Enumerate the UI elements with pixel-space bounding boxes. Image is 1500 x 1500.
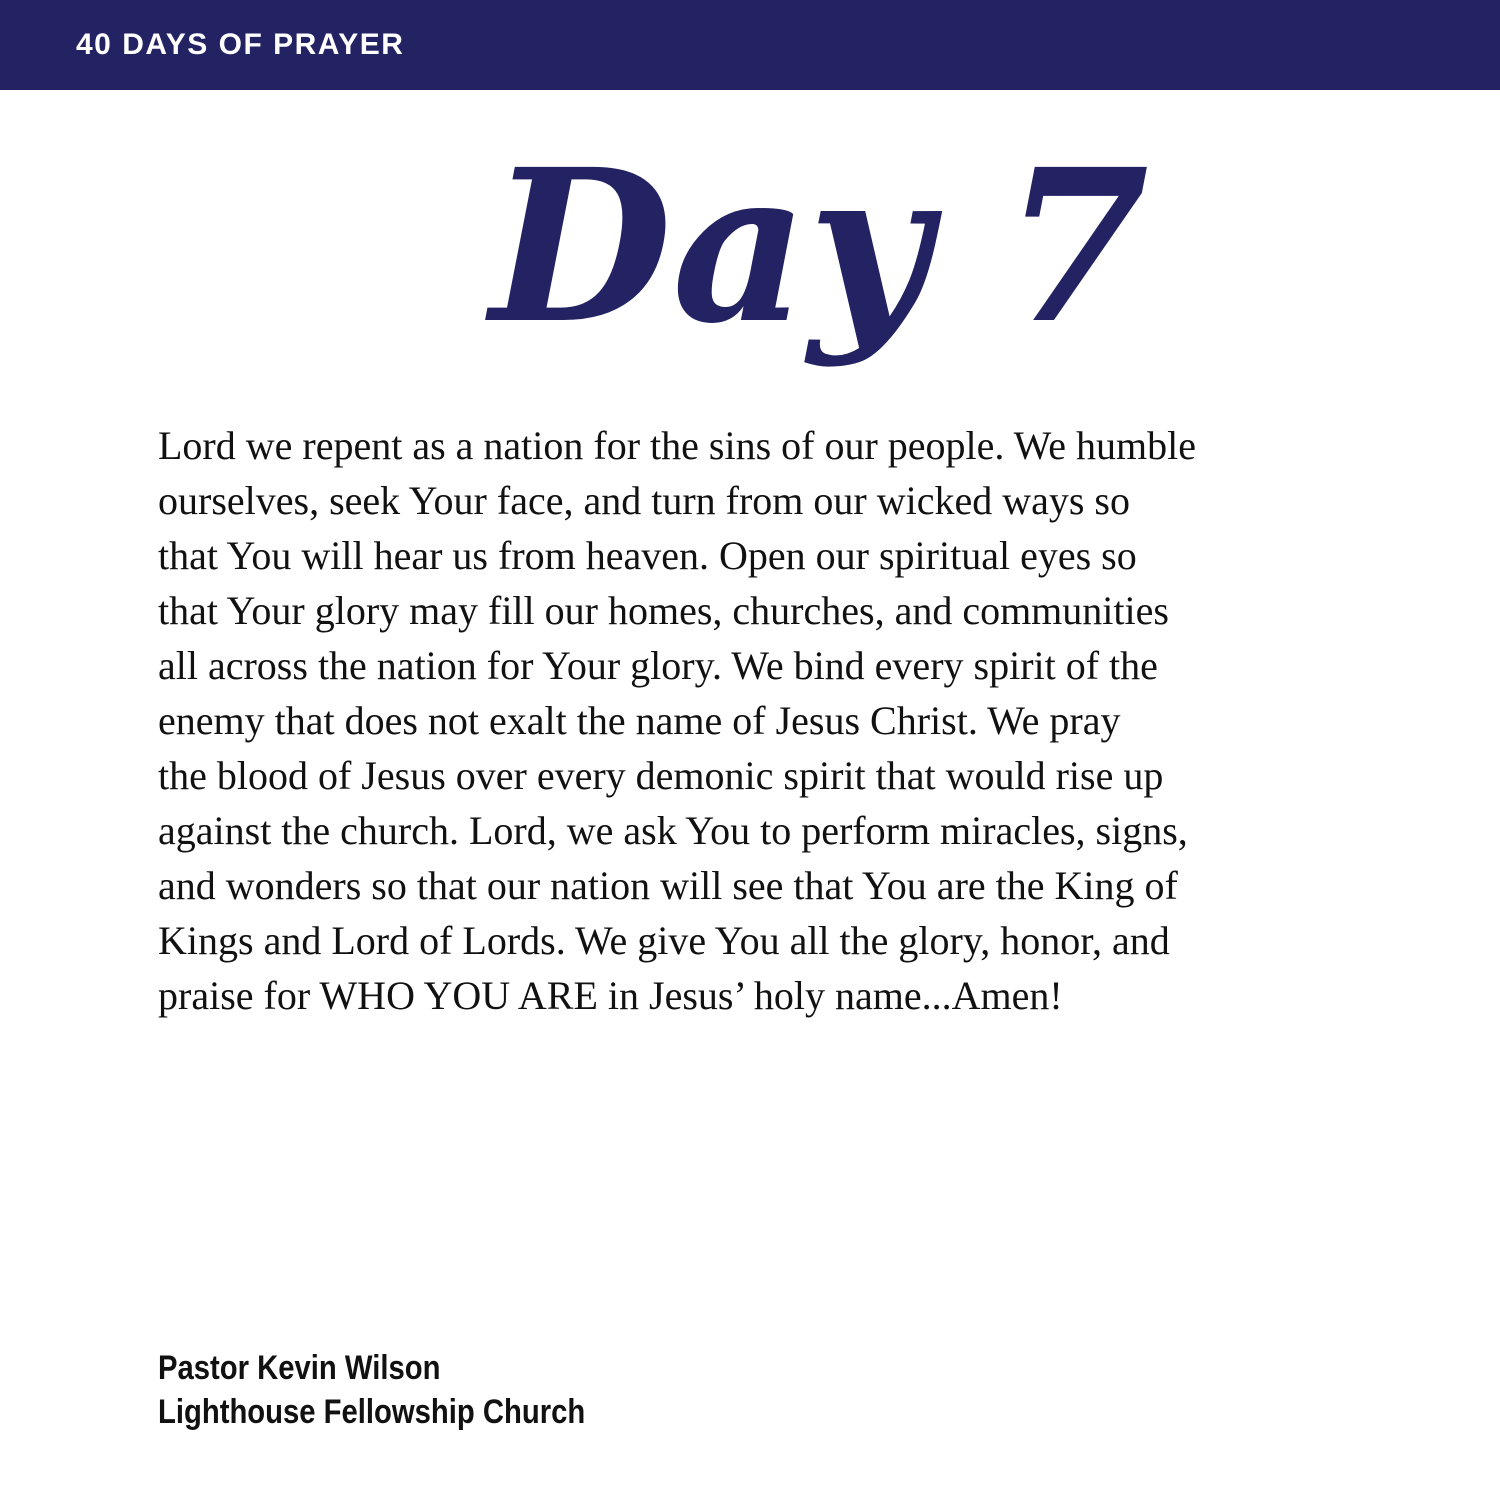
signature-block — [158, 1346, 585, 1434]
prayer-line: all across the nation for Your glory. We bind every spirit of the — [158, 643, 1158, 688]
prayer-line: that Your glory may fill our homes, churches, and communities — [158, 588, 1169, 633]
prayer-line: that You will hear us from heaven. Open our spiritual eyes so — [158, 533, 1137, 578]
header-bar — [0, 0, 1500, 90]
prayer-line: enemy that does not exalt the name of Jesus Christ. We pray — [158, 698, 1121, 743]
header-title: 40 DAYS OF PRAYER — [76, 28, 405, 61]
prayer-line: against the church. Lord, we ask You to perform miracles, signs, — [158, 808, 1188, 853]
prayer-line: Lord we repent as a nation for the sins of our people. We humble — [158, 423, 1196, 468]
signature-name: Pastor Kevin Wilson — [158, 1349, 441, 1387]
signature-church: Lighthouse Fellowship Church — [158, 1393, 586, 1431]
prayer-body — [158, 418, 1358, 1023]
prayer-line: ourselves, seek Your face, and turn from our wicked ways so — [158, 478, 1130, 523]
prayer-line: and wonders so that our nation will see that You are the King of — [158, 863, 1178, 908]
day-heading-text: Day 7 — [490, 123, 1150, 370]
prayer-line: praise for WHO YOU ARE in Jesus’ holy name...Amen! — [158, 973, 1063, 1018]
day-heading — [480, 123, 1150, 390]
prayer-line: Kings and Lord of Lords. We give You all the glory, honor, and — [158, 918, 1170, 963]
day-heading-script — [480, 123, 1150, 390]
prayer-line: the blood of Jesus over every demonic spirit that would rise up — [158, 753, 1164, 798]
